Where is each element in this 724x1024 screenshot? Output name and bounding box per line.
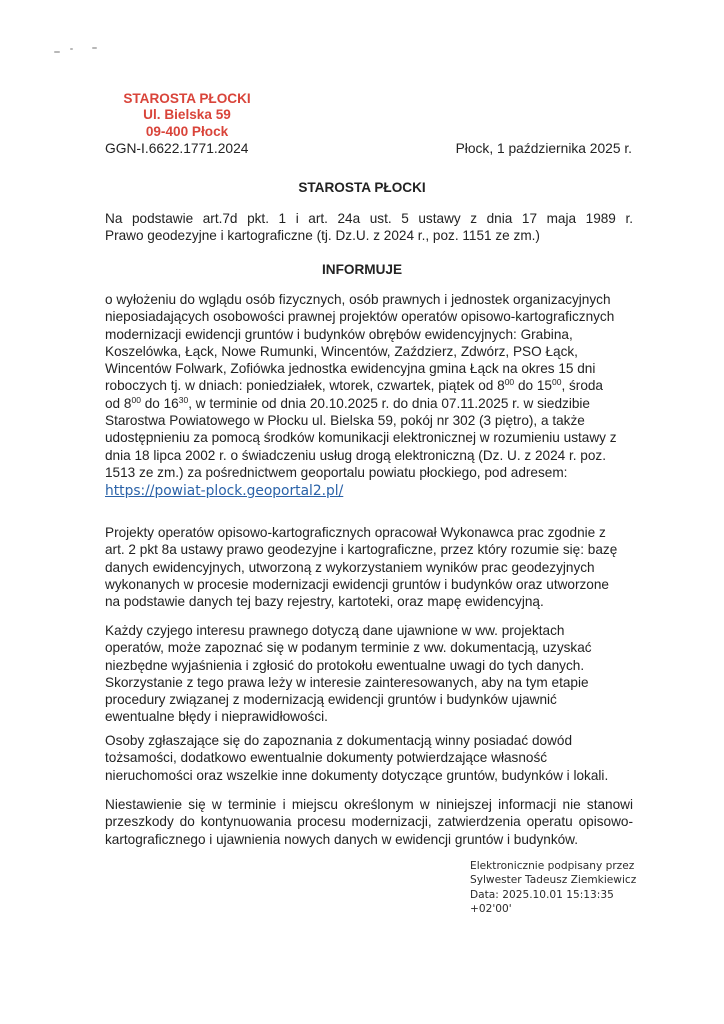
signature-timezone: +02'00' [470, 902, 512, 915]
projects-paragraph [105, 524, 633, 610]
office-hours-line [105, 377, 633, 394]
paragraph-line: Osoby zgłaszające się do zapoznania z dokumentacją winny posiadać dowód [105, 733, 572, 748]
stamp-line-city: 09-400 Płock [145, 123, 229, 139]
office-hours-line [105, 395, 633, 412]
reference-number: GGN-I.6622.1771.2024 [105, 141, 249, 156]
paragraph-line: wykonanych w procesie modernizacji ewidencji gruntów i budynków oraz utworzone [105, 576, 609, 592]
document-title: STAROSTA PŁOCKI [298, 180, 426, 195]
notice-line: o wyłożeniu do wglądu osób fizycznych, osób prawnych i jednostek organizacyjnych [105, 292, 611, 307]
notice-line: udostępnieniu za pomocą środków komunikacji elektronicznej w rozumieniu ustawy z [105, 430, 617, 446]
hours-text: , środa [561, 378, 603, 394]
document-subtitle: INFORMUJE [321, 262, 403, 277]
hours-text: roboczych tj. w dniach: poniedziałek, wtorek, czwartek, piątek od 8 [105, 378, 505, 394]
hours-minutes: 30 [178, 394, 189, 405]
paragraph-line: kartograficznego i ujawnienia nowych danych w ewidencji gruntów i budynków. [105, 831, 579, 847]
hours-text: do 15 [514, 378, 552, 394]
paragraph-line: przeszkody do kontynuowania procesu modernizacji, zatwierdzenia operatu opisowo- [105, 814, 633, 830]
paragraph-line: Skorzystanie z tego prawa leży w interesie zainteresowanych, aby na tym etapie [105, 674, 589, 690]
legal-basis-line: Na podstawie art.7d pkt. 1 i art. 24a ust. 5 ustawy z dnia 17 maja 1989 r. [105, 211, 633, 226]
hours-text: od 8 [105, 395, 132, 411]
legal-interest-paragraph [105, 622, 633, 726]
absence-paragraph [105, 796, 633, 848]
scan-speck [54, 51, 60, 53]
stamp-line-street: Ul. Bielska 59 [143, 107, 231, 123]
paragraph-line: art. 2 pkt 8a ustawy prawo geodezyjne i kartograficzne, przez który rozumie się: bazę [105, 542, 618, 558]
notice-line: Koszelówka, Łąck, Nowe Rumunki, Wincentów, Zaździerz, Zdwórz, PSO Łąck, [105, 343, 578, 359]
place-and-date: Płock, 1 października 2025 r. [455, 141, 632, 156]
scan-speck [70, 48, 73, 50]
paragraph-line: nieruchomości oraz wszelkie inne dokumenty dotyczące gruntów, budynków i lokali. [105, 767, 609, 783]
paragraph-line: na podstawie danych tej bazy rejestry, kartoteki, oraz mapę ewidencyjną. [105, 594, 544, 610]
notice-line: Starostwa Powiatowego w Płocku ul. Bielska 59, pokój nr 302 (3 piętro), a także [105, 413, 585, 429]
paragraph-line: niezbędne wyjaśnienia i zgłosić do protokołu ewentualne uwagi do tych danych. [105, 657, 585, 673]
signer-name: Sylwester Tadeusz Ziemkiewicz [470, 874, 637, 887]
electronic-signature [470, 859, 636, 916]
office-stamp [107, 91, 267, 140]
hours-text: , w terminie od dnia 20.10.2025 r. do dnia 07.11.2025 r. w siedzibie [188, 395, 590, 411]
notice-line: nieposiadających osobowości prawnej projektów operatów opisowo-kartograficznych [105, 309, 615, 325]
hours-minutes: 00 [551, 377, 562, 388]
stamp-line-office: STAROSTA PŁOCKI [123, 91, 251, 106]
paragraph-line: operatów, może zapoznać się w podanym terminie z ww. dokumentacją, uzyskać [105, 640, 592, 656]
signature-date: Data: 2025.10.01 15:13:35 [470, 888, 614, 901]
paragraph-line: ewentualne błędy i nieprawidłowości. [105, 709, 328, 725]
legal-basis-line: Prawo geodezyjne i kartograficzne (tj. Dz.U. z 2024 r., poz. 1151 ze zm.) [105, 228, 540, 244]
hours-minutes: 00 [504, 377, 515, 388]
hours-minutes: 00 [131, 394, 141, 405]
paragraph-line: procedury związanej z modernizacją ewidencji gruntów i budynków ujawnić [105, 692, 557, 708]
signature-line: Elektronicznie podpisany przez [470, 860, 635, 872]
notice-line: modernizacji ewidencji gruntów i budynków obrębów ewidencyjnych: Grabina, [105, 326, 573, 342]
legal-basis [105, 210, 633, 245]
notice-line: 1513 ze zm.) za pośrednictwem geoportalu powiatu płockiego, pod adresem: [105, 464, 568, 480]
notice-paragraph [105, 291, 633, 501]
notice-line: dnia 18 lipca 2002 r. o świadczeniu usług drogą elektroniczną (Dz. U. z 2024 r. poz. [105, 447, 606, 463]
identity-documents-paragraph [105, 732, 633, 784]
paragraph-line: Każdy czyjego interesu prawnego dotyczą dane ujawnione w ww. projektach [105, 623, 565, 638]
paragraph-line: danych ewidencyjnych, utworzoną z wykorzystaniem wyników prac geodezyjnych [105, 559, 595, 575]
hours-text: do 16 [140, 395, 179, 411]
paragraph-line: Niestawienie się w terminie i miejscu określonym w niniejszej informacji nie stanowi [105, 797, 633, 812]
paragraph-line: Projekty operatów opisowo-kartograficznych opracował Wykonawca prac zgodnie z [105, 525, 606, 540]
geoportal-link[interactable]: https://powiat-plock.geoportal2.pl/ [105, 483, 344, 500]
scan-speck [92, 47, 97, 49]
notice-line: Wincentów Folwark, Zofiówka jednostka ewidencyjna gmina Łąck na okres 15 dni [105, 361, 596, 377]
paragraph-line: tożsamości, dodatkowo ewentualnie dokumenty potwierdzające własność [105, 750, 548, 766]
